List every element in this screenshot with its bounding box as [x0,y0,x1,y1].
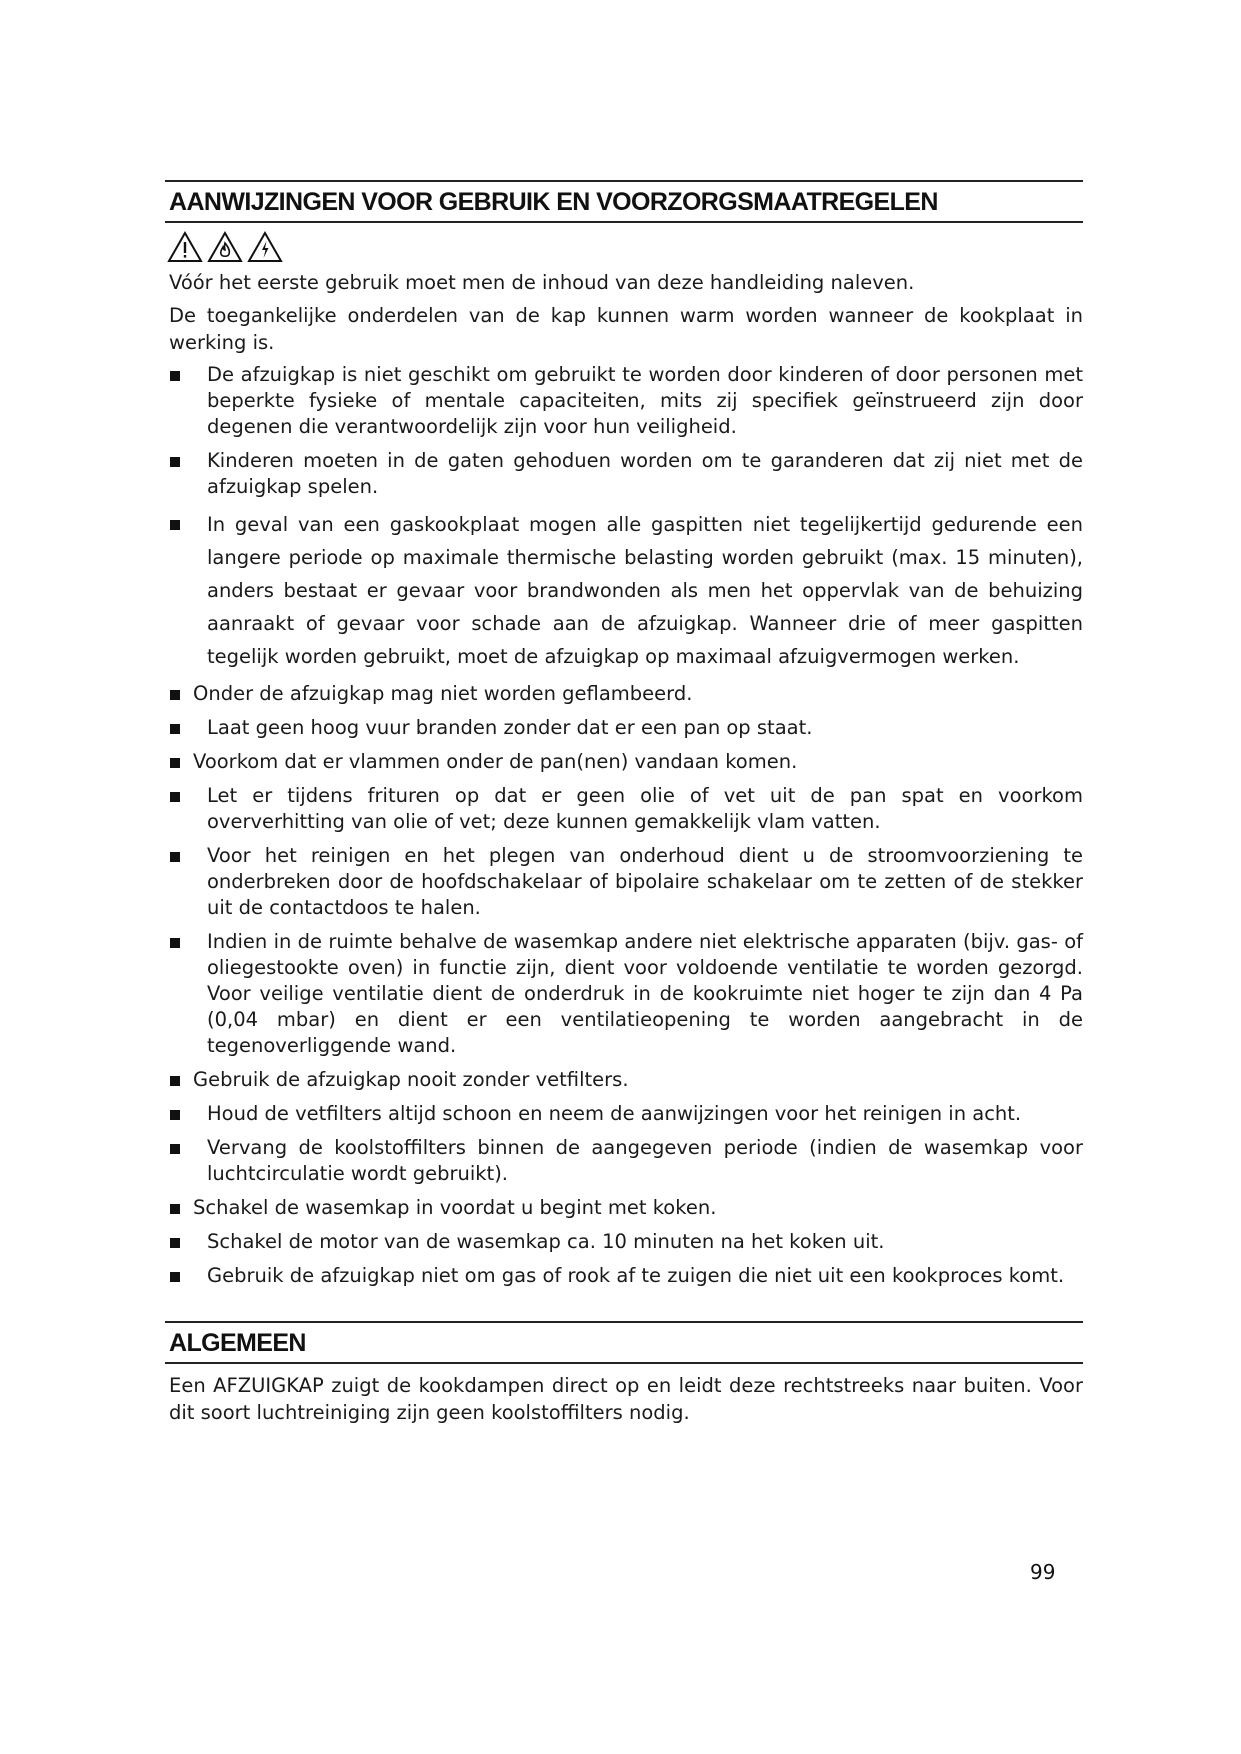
list-item-text: Voorkom dat er vlammen onder de pan(nen) vandaan komen. [193,750,798,773]
list-item [165,1135,1083,1187]
list-item [165,1229,1083,1255]
list-item [165,749,1083,775]
bullet-square-icon [170,792,180,802]
list-item [165,362,1083,440]
list-item [165,508,1083,673]
page-number: 99 [1030,1560,1056,1584]
electric-triangle-icon [247,231,283,263]
list-item-text: Gebruik de afzuigkap nooit zonder vetfilters. [193,1068,629,1091]
list-item [165,1067,1083,1093]
list-item-text: Laat geen hoog vuur branden zonder dat er een pan op staat. [207,716,813,739]
list-item [165,681,1083,707]
list-item-text: Vervang de koolstoffilters binnen de aangegeven periode (indien de wasemkap voor luchtcirculatie wordt gebruikt). [207,1136,1083,1185]
list-item [165,715,1083,741]
list-item [165,448,1083,500]
page-content [165,180,1083,1432]
list-item-text: Kinderen moeten in de gaten gehoduen worden om te garanderen dat zij niet met de afzuigkap spelen. [207,449,1083,498]
bullet-square-icon [170,371,180,381]
list-item-text: De afzuigkap is niet geschikt om gebruikt te worden door kinderen of door personen met beperkte fysieke of mentale capaciteiten, mits zij specifiek geïnstrueerd zijn door degenen die verantwoordelijk zijn voor hun veiligheid. [207,363,1083,438]
list-item-text: Voor het reinigen en het plegen van onderhoud dient u de stroomvoorziening te onderbreken door de hoofdschakelaar of bipolaire schakelaar om te zetten of de stekker uit de contactdoos te halen. [207,844,1083,919]
general-paragraph: Een AFZUIGKAP zuigt de kookdampen direct op en leidt deze rechtstreeks naar buiten. Voor dit soort luchtreiniging zijn geen koolstoffilters nodig. [169,1374,1083,1424]
list-item [165,1101,1083,1127]
bullet-square-icon [170,457,180,467]
bullet-square-icon [170,1238,180,1248]
bullet-square-icon [170,1110,180,1120]
list-item-text: Schakel de motor van de wasemkap ca. 10 minuten na het koken uit. [207,1230,885,1253]
bullet-square-icon [170,1144,180,1154]
list-item [165,783,1083,835]
bullet-square-icon [170,938,180,948]
bullet-square-icon [170,1272,180,1282]
section-heading-instructions: AANWIJZINGEN VOOR GEBRUIK EN VOORZORGSMAATREGELEN [165,180,1083,223]
list-item [165,929,1083,1059]
list-item [165,1195,1083,1221]
intro-paragraph: Vóór het eerste gebruik moet men de inhoud van deze handleiding naleven. [169,271,915,294]
bullet-square-icon [170,1076,180,1086]
bullet-square-icon [170,1204,180,1214]
list-item-text: Schakel de wasemkap in voordat u begint met koken. [193,1196,717,1219]
intro-paragraph: De toegankelijke onderdelen van de kap kunnen warm worden wanneer de kookplaat in werking is. [169,304,1083,354]
precautions-list [165,362,1083,1289]
section-heading-general: ALGEMEEN [165,1321,1083,1364]
list-item [165,1263,1083,1289]
list-item-text: Indien in de ruimte behalve de wasemkap andere niet elektrische apparaten (bijv. gas- of oliegestookte oven) in functie zijn, dient voor voldoende ventilatie te worden gezorgd. Voor veilige ventilatie dient de onderdruk in de kookruimte niet hoger te zijn dan 4 Pa (0,04 mbar) en dient er een ventilatieopening te worden aangebracht in de tegenoverliggende wand. [207,930,1083,1057]
bullet-square-icon [170,690,180,700]
bullet-square-icon [170,852,180,862]
section-general [165,1321,1083,1426]
list-item-text: Gebruik de afzuigkap niet om gas of rook af te zuigen die niet uit een kookproces komt. [207,1264,1065,1287]
warning-icons [167,231,1083,263]
bullet-square-icon [170,724,180,734]
list-item-text: In geval van een gaskookplaat mogen alle gaspitten niet tegelijkertijd gedurende een langere periode op maximale thermische belasting worden gebruikt (max. 15 minuten), anders bestaat er gevaar voor brandwonden als men het oppervlak van de behuizing aanraakt of gevaar voor schade aan de afzuigkap. Wanneer drie of meer gaspitten tegelijk worden gebruikt, moet de afzuigkap op maximaal afzuigvermogen werken. [207,513,1083,668]
list-item [165,843,1083,921]
list-item-text: Onder de afzuigkap mag niet worden geflambeerd. [193,682,693,705]
warning-triangle-icon [167,231,203,263]
flame-triangle-icon [207,231,243,263]
list-item-text: Let er tijdens frituren op dat er geen olie of vet uit de pan spat en voorkom oververhitting van olie of vet; deze kunnen gemakkelijk vlam vatten. [207,784,1083,833]
list-item-text: Houd de vetfilters altijd schoon en neem de aanwijzingen voor het reinigen in acht. [207,1102,1022,1125]
bullet-square-icon [170,758,180,768]
bullet-square-icon [170,520,180,530]
